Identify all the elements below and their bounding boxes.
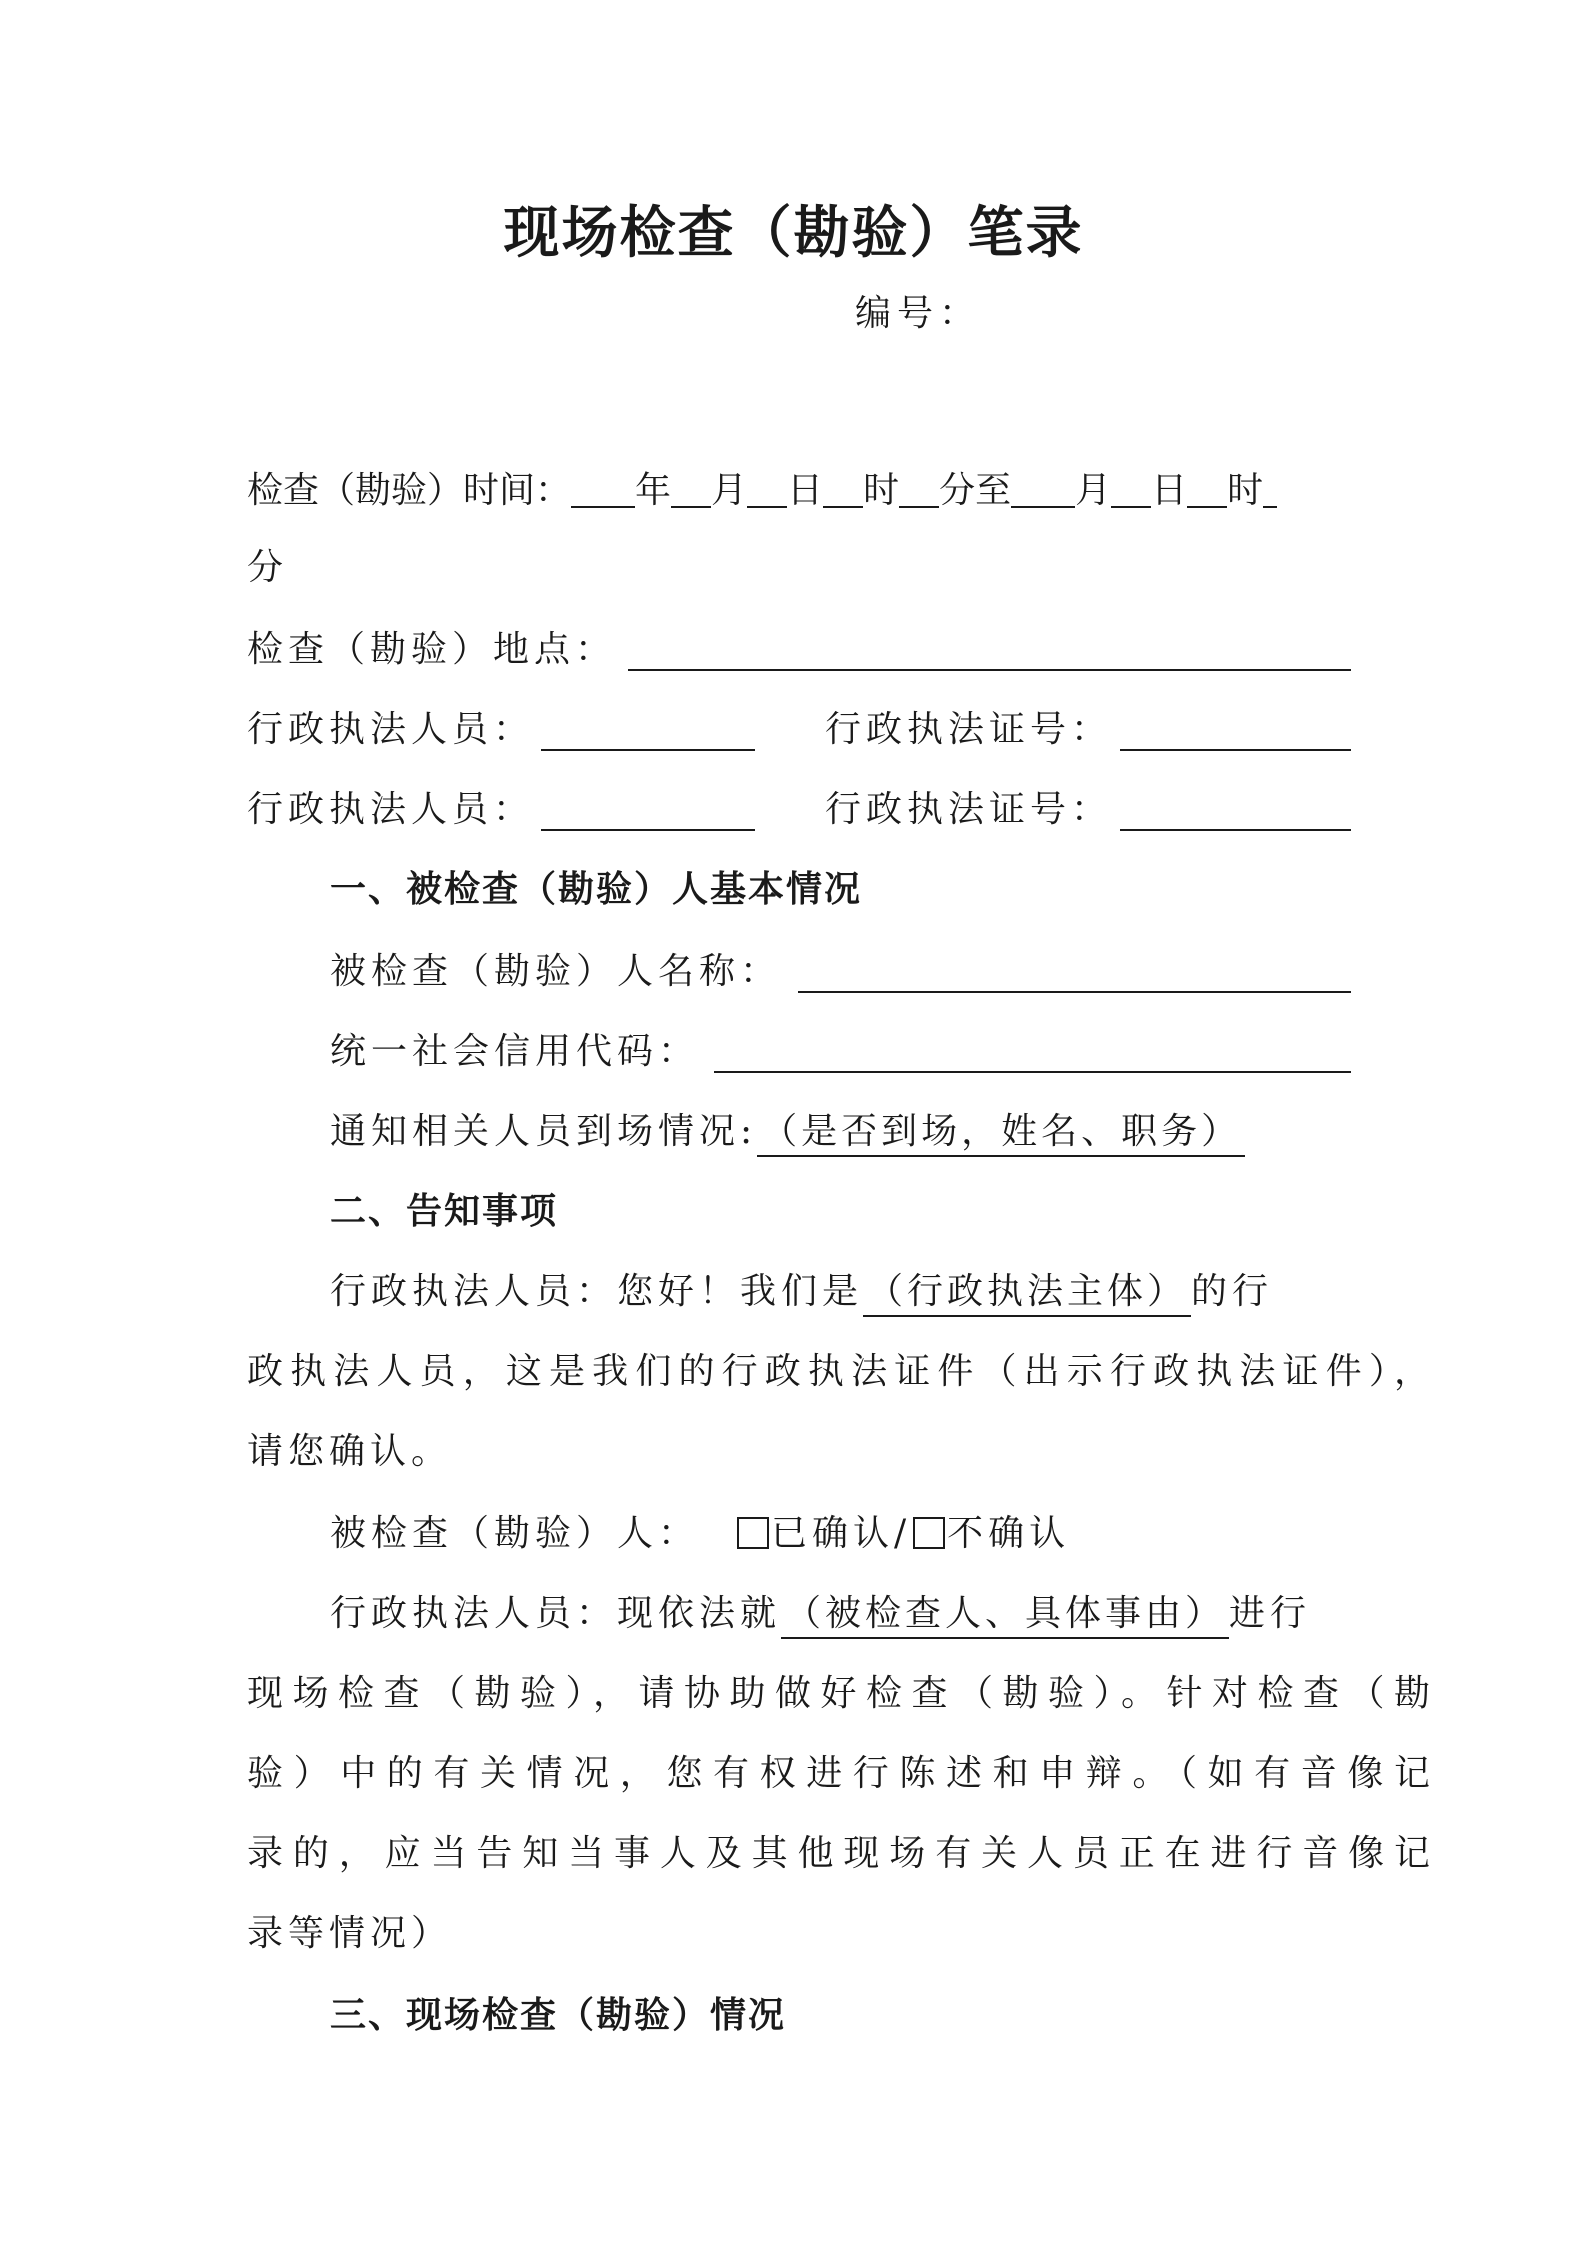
inspection-time-label: 检查（勘验）时间： bbox=[247, 470, 572, 511]
section1-heading: 一、被检查（勘验）人基本情况 bbox=[330, 869, 863, 910]
month2-unit: 月 bbox=[1075, 470, 1112, 511]
cert1-blank[interactable] bbox=[1120, 749, 1351, 751]
notice-p1-text-b: 的行 bbox=[1191, 1271, 1274, 1312]
cert2-blank[interactable] bbox=[1120, 829, 1351, 831]
confirm-row bbox=[330, 1512, 1070, 1555]
notice-p1-line2: 政执法人员，这是我们的行政执法证件（出示行政执法证件）， bbox=[247, 1351, 1430, 1392]
notice-p2-line2: 现场检查（勘验），请协助做好检查（勘验）。针对检查（勘 bbox=[247, 1673, 1430, 1714]
enforcement-subject-fill[interactable]: （行政执法主体） bbox=[863, 1270, 1191, 1317]
day2-blank[interactable] bbox=[1111, 466, 1151, 508]
section3-heading: 三、现场检查（勘验）情况 bbox=[330, 1995, 787, 2036]
serial-number-label: 编号： bbox=[855, 293, 982, 334]
inspection-reason-fill[interactable]: （被检查人、具体事由） bbox=[781, 1592, 1229, 1639]
notify-value[interactable]: （是否到场，姓名、职务） bbox=[757, 1110, 1245, 1157]
subject-name-blank[interactable] bbox=[798, 991, 1351, 993]
notice-p2-line3: 验）中的有关情况，您有权进行陈述和申辩。（如有音像记 bbox=[247, 1753, 1430, 1794]
hour2-unit: 时 bbox=[1227, 470, 1264, 511]
cert1-label: 行政执法证号： bbox=[825, 709, 1113, 750]
hour2-blank[interactable] bbox=[1187, 466, 1227, 508]
inspection-time-row bbox=[247, 466, 1277, 512]
confirm-label: 被检查（勘验）人： bbox=[330, 1513, 700, 1554]
year-unit: 年 bbox=[635, 470, 672, 511]
not-confirmed-checkbox[interactable] bbox=[913, 1517, 945, 1549]
minute-blank[interactable] bbox=[899, 466, 939, 508]
day-blank[interactable] bbox=[747, 466, 787, 508]
subject-name-label: 被检查（勘验）人名称： bbox=[330, 951, 782, 992]
notice-p2-line4: 录的，应当告知当事人及其他现场有关人员正在进行音像记 bbox=[247, 1833, 1430, 1874]
notice-p1-line3: 请您确认。 bbox=[247, 1431, 453, 1472]
inspection-place-blank[interactable] bbox=[628, 669, 1351, 671]
officer1-label: 行政执法人员： bbox=[247, 709, 535, 750]
minute-to-unit: 分至 bbox=[939, 470, 1012, 511]
notify-label: 通知相关人员到场情况: bbox=[330, 1111, 758, 1152]
confirmed-label: 已确认/ bbox=[771, 1513, 912, 1554]
notice-p2-line5: 录等情况） bbox=[247, 1913, 453, 1954]
hour-unit: 时 bbox=[863, 470, 900, 511]
month2-blank[interactable] bbox=[1011, 466, 1075, 508]
not-confirmed-label: 不确认 bbox=[947, 1513, 1071, 1554]
confirmed-checkbox[interactable] bbox=[737, 1517, 769, 1549]
section2-heading: 二、告知事项 bbox=[330, 1191, 559, 1232]
notice-p1-text-a: 行政执法人员：您好！我们是 bbox=[330, 1271, 864, 1312]
notify-row bbox=[330, 1110, 1245, 1157]
credit-code-blank[interactable] bbox=[714, 1071, 1351, 1073]
notice-p2-text-b: 进行 bbox=[1229, 1593, 1312, 1634]
minute2-blank[interactable] bbox=[1263, 466, 1277, 508]
hour-blank[interactable] bbox=[823, 466, 863, 508]
officer2-label: 行政执法人员： bbox=[247, 789, 535, 830]
credit-code-label: 统一社会信用代码： bbox=[330, 1031, 700, 1072]
day2-unit: 日 bbox=[1151, 470, 1188, 511]
inspection-place-label: 检查（勘验）地点： bbox=[247, 629, 617, 670]
year-blank[interactable] bbox=[571, 466, 635, 508]
notice-p2-line1 bbox=[330, 1592, 1311, 1639]
officer2-blank[interactable] bbox=[541, 829, 755, 831]
notice-p1-line1 bbox=[330, 1270, 1273, 1317]
month-unit: 月 bbox=[711, 470, 748, 511]
minute2-unit: 分 bbox=[247, 547, 284, 588]
day-unit: 日 bbox=[787, 470, 824, 511]
month-blank[interactable] bbox=[671, 466, 711, 508]
document-title: 现场检查（勘验）笔录 bbox=[503, 201, 1084, 266]
cert2-label: 行政执法证号： bbox=[825, 789, 1113, 830]
notice-p2-text-a: 行政执法人员：现依法就 bbox=[330, 1593, 782, 1634]
officer1-blank[interactable] bbox=[541, 749, 755, 751]
